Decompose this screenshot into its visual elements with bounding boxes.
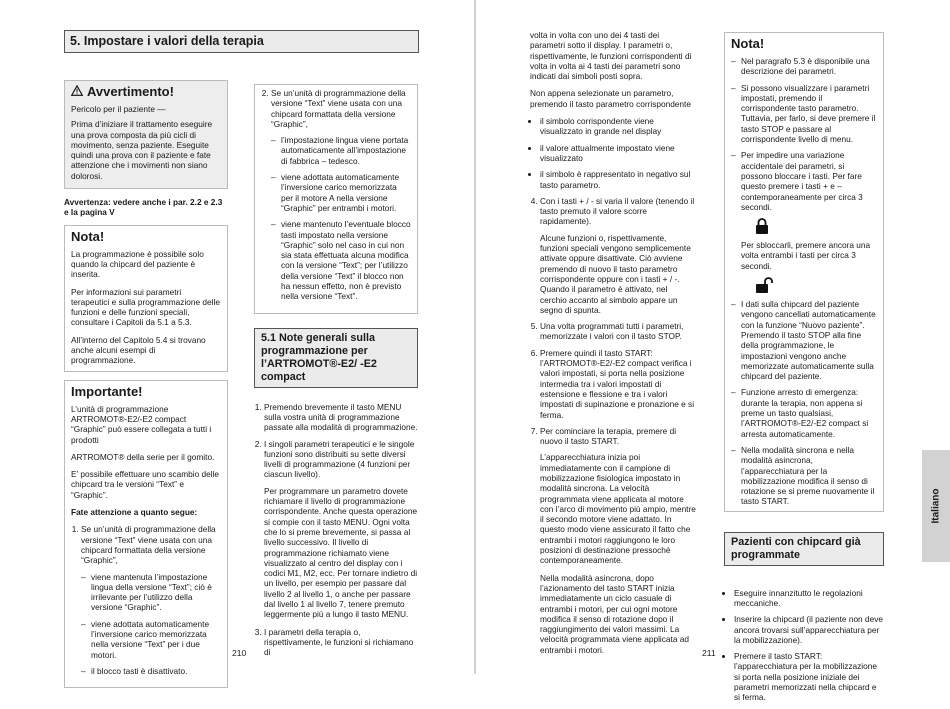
step-7-para-1: L’apparecchiatura inizia poi immediatamente con il campione di mobilizzazione fisiologica impostato in modalità sincrona. La velocità programmata viene applicata al motore con l’arco di movimento più ampio, mentre il secondo motore viene adattato. In questo modo viene assicurato il fatto che entrambi i motori raggiungono le loro posizioni di destinazione pressoché contemporaneamente.	[540, 452, 696, 566]
step-4: 4. Con i tasti + / - si varia il valore (tenendo il tasto premuto il valore scorre rapidamente). Alcune funzioni o, rispettivamente, funzioni speciali vengono semplicemente attivate oppure disattivate. Ciò avviene premendo di nuovo il tasto parametro corrispondente oppure con i tasti + / -. Quando il parametro è attivato, nel cerchio accanto al simbolo appare un segno di spunta.	[540, 196, 696, 315]
step-4-para: Alcune funzioni o, rispettivamente, funzioni speciali vengono semplicemente attivate oppure disattivate. Ciò avviene premendo di nuovo il tasto parametro corrispondente oppure con i tasti + / -. Quando il parametro è attivato, nel cerchio accanto al simbolo appare un segno di spunta.	[540, 232, 691, 315]
pazienti-list	[724, 588, 884, 703]
nota-title: Nota!	[71, 228, 105, 244]
unlock-icon	[755, 277, 877, 293]
pazienti-title: Pazienti con chipcard già programmate	[724, 532, 884, 566]
importante-box	[64, 380, 228, 689]
language-tab-label: Italiano	[930, 488, 942, 524]
right-nota-5: – Funzione arresto di emergenza: durante la terapia, non appena si preme un tasto qualsiasi, l’ARTROMOT®-E2/-E2 compact si arresta automaticamente.	[741, 387, 877, 438]
continued-dash-3: – viene mantenuto l’eventuale blocco tasti impostato nella versione “Graphic” solo nel caso in cui non sia stata effettuata alcuna modifica con la versione “Text”; per l’utilizzo della versione “Text” il blocco non ha nessun effetto, non è previsto nella versione “Text”.	[281, 219, 411, 301]
importante-dash-2: – viene adottata automaticamente l’inversione carico memorizzata nella versione “Text” per i due motori.	[91, 619, 221, 660]
steps-list	[530, 196, 696, 655]
nota-box	[64, 225, 228, 372]
warning-sub: Pericolo per il paziente —	[71, 104, 166, 114]
language-tab	[922, 450, 950, 562]
warning-body: Prima d’iniziare il trattamento eseguire una prova composta da più cicli di movimento, senza paziente. Eseguite quindi una prova con il paziente e fate attenzione che i movimenti non siano dolorosi.	[71, 119, 213, 181]
importante-p1: L’unità di programmazione ARTROMOT®-E2/-E2 compact “Graphic” può essere collegata a tutti i prodotti	[71, 403, 212, 445]
general-note-2-para: Per programmare un parametro dovete richiamare il livello di programmazione corrispondente. Anche questa operazione si compie con il tasto MENU. Ogni volta che lo si preme brevemente, si passa al livello successivo. Il livello di programmazione richiamato viene visualizzato al centro del display con i codici M1, M2, ecc. Per tornare indietro di un livello, per esempio per passare dal livello 2 al livello 1, o anche per passare dal livello 1 al livello 7, tenere premuto leggermente più a lungo il tasto MENU.	[264, 485, 418, 620]
right-column-1	[530, 30, 696, 661]
nota-p1: La programmazione è possibile solo quando la chipcard del paziente è inserita.	[71, 248, 204, 280]
pazienti-bullet-1: • Eseguire innanzitutto le regolazioni meccaniche.	[734, 588, 884, 609]
continued-list	[261, 88, 411, 302]
nota-p3: All’interno del Capitolo 5.4 si trovano anche alcuni esempi di programmazione.	[71, 334, 206, 366]
parameter-bullet-3: • il simbolo è rappresentato in negativo sul tasto parametro.	[540, 169, 696, 190]
left-page	[0, 0, 474, 674]
warning-triangle-icon	[71, 84, 83, 100]
importante-dash-3: – il blocco tasti è disattivato.	[91, 666, 221, 676]
right-nota-title: Nota!	[731, 36, 765, 51]
general-note-3: 3. I parametri della terapia o, rispettivamente, le funzioni si richiamano di	[264, 627, 418, 658]
page-number-left: 210	[232, 648, 247, 658]
general-notes-list	[254, 402, 418, 658]
general-note-1: 1. Premendo brevemente il tasto MENU sulla vostra unità di programmazione passate alla modalità di programmazione.	[264, 402, 418, 433]
importante-dash-list	[81, 572, 221, 677]
warning-title: Avvertimento!	[71, 84, 221, 100]
importante-p3: E’ possibile effettuare uno scambio delle chipcard tra le versioni “Text” e “Graphic”.	[71, 469, 220, 500]
left-page-header	[64, 30, 419, 53]
importante-dash-1: – viene mantenuta l’impostazione lingua della versione “Text”; ciò è irrilevante per l’utilizzo della versione “Graphic”.	[91, 572, 221, 613]
general-note-2: 2. I singoli parametri terapeutici e le singole funzioni sono distribuiti su sette diversi livelli di programmazione (4 funzioni per ciascun livello). Per programmare un parametro dovete richiamare il livello di programmazione corrispondente. Anche questa operazione si compie con il tasto MENU. Ogni volta che lo si preme brevemente, si passa al livello successivo. Il livello di programmazione richiamato viene visualizzato al centro del display con i codici M1, M2, ecc. Per tornare indietro di un livello, per esempio per passare dal livello 2 al livello 1, o anche per passare dal livello 1 al livello 7, tenere premuto leggermente più a lungo il tasto MENU.	[264, 439, 418, 620]
step-7: 7. Per cominciare la terapia, premere di nuovo il tasto START. L’apparecchiatura inizia poi immediatamente con il campione di mobilizzazione fisiologica impostato in modalità sincrona. La velocità programmata viene applicata al motore con l’arco di movimento più ampio, mentre il secondo motore viene adattato. In questo modo viene assicurato il fatto che entrambi i motori raggiungono le loro posizioni di destinazione pressoché contemporaneamente. Nella modalità asincrona, dopo l’azionamento del tasto START inizia immediatamente un ciclo casuale di entrambi i motori, per cui ogni motore modifica il senso di rotazione dopo il raggiungimento dei valori massimi. La velocità programmata viene applicata ad entrambi i motori.	[540, 426, 696, 655]
right-page	[476, 0, 950, 703]
step-5: 5. Una volta programmati tutti i parametri, memorizzate i valori con il tasto STOP.	[540, 321, 696, 342]
parameter-bullet-2: • il valore attualmente impostato viene visualizzato	[540, 143, 696, 164]
left-column-2	[254, 84, 418, 663]
right-nota-2: – Si possono visualizzare i parametri impostati, premendo il corrispondente tasto parametro. Tuttavia, per farlo, si deve premere il tasto STOP e passare al corrispondente livello di menu.	[741, 83, 877, 145]
step-7-para-2: Nella modalità asincrona, dopo l’azionamento del tasto START inizia immediatamente un ciclo casuale di entrambi i motori, per cui ogni motore modifica il senso di rotazione dopo il raggiungimento dei valori massimi. La velocità programmata viene applicata ad entrambi i motori.	[540, 572, 689, 655]
continued-box	[254, 84, 418, 314]
importante-item-1: 1. Se un’unità di programmazione della versione “Text” viene usata con una chipcard formattata della versione “Graphic”, – viene mantenuta l’impostazione lingua della versione “Text”; ciò è irrilevante per l’utilizzo della versione “Graphic”. – viene adottata automaticamente l’inversione carico memorizzata nella versione “Text” per i due motori. – il blocco tasti è disattivato.	[81, 524, 221, 676]
importante-list	[71, 524, 221, 676]
right-column-2	[724, 32, 884, 709]
right-nota-3: – Per impedire una variazione accidentale dei parametri, si possono bloccare i tasti. Per fare questo premere i tasti + e – contemporaneamente per circa 3 secondi. Per sbloccarli, premere ancora una volta entrambi i tasti per circa 3 secondi.	[741, 150, 877, 293]
pazienti-bullet-2: • Inserire la chipcard (il paziente non deve ancora trovarsi sull’apparecchiatura per la mobilizzazione).	[734, 614, 884, 645]
right-nota-6: – Nella modalità sincrona e nella modalità asincrona, l’apparecchiatura per la mobilizzazione modifica il senso di rotazione se si preme nuovamente il tasto START.	[741, 445, 877, 507]
lock-icon	[755, 218, 877, 234]
avvertenza: Avvertenza: vedere anche i par. 2.2 e 2.3 e la pagina V	[64, 197, 223, 218]
right-nota-1: – Nel paragrafo 5.3 è disponibile una descrizione dei parametri.	[741, 56, 877, 77]
page-number-right: 211	[702, 648, 716, 658]
nota-p2: Per informazioni sui parametri terapeutici e sulla programmazione delle funzioni e delle funzioni speciali, consultare i Capitoli da 5.1 a 5.3.	[71, 286, 220, 328]
step-6: 6. Premere quindi il tasto START: l’ARTROMOT®-E2/-E2 compact verifica i valori impostati, si porta nella posizione intermedia tra i valori impostati di estensione e flessione e tra i valori impostati di supinazione e pronazione e si ferma.	[540, 348, 696, 420]
unlock-text: Per sbloccarli, premere ancora una volta entrambi i tasti per circa 3 secondi.	[741, 240, 871, 271]
continued-dash-1: – l’impostazione lingua viene portata automaticamente all’impostazione di fabbrica – tedesco.	[281, 135, 411, 166]
left-column-1	[64, 80, 228, 696]
right-nota-4: – I dati sulla chipcard del paziente vengono cancellati automaticamente con la funzione “Nuovo paziente”. Premendo il tasto STOP alla fine della programmazione, le impostazioni vengono anche memorizzate automaticamente sulla chipcard del paziente.	[741, 299, 877, 381]
section-title: 5. Impostare i valori della terapia	[64, 30, 419, 53]
pazienti-bullet-3: • Premere il tasto START: l’apparecchiatura per la mobilizzazione si porta nella posizione iniziale dei parametri memorizzati nella chipcard e si ferma.	[734, 651, 884, 702]
subsection-title: 5.1 Note generali sulla programmazione per l’ARTROMOT®-E2/ -E2 compact	[254, 328, 418, 388]
continued-dash-list	[271, 135, 411, 301]
importante-p2: ARTROMOT® della serie per il gomito.	[71, 451, 215, 462]
warning-box	[64, 80, 228, 189]
parameter-bullet-1: • il simbolo corrispondente viene visualizzato in grande nel display	[540, 116, 696, 137]
right-nota-box	[724, 32, 884, 512]
importante-title: Importante!	[71, 383, 143, 399]
importante-p4: Fate attenzione a quanto segue:	[71, 507, 198, 518]
continued-dash-2: – viene adottata automaticamente l’inversione carico memorizzata per il motore A nella versione “Graphic” per entrambi i motori.	[281, 172, 411, 213]
select-text: Non appena selezionate un parametro, premendo il tasto parametro corrispondente	[530, 88, 691, 109]
parameter-bullets	[530, 116, 696, 190]
continued-item-2: 2. Se un’unità di programmazione della versione “Text” viene usata con una chipcard formattata della versione “Graphic”, – l’impostazione lingua viene portata automaticamente all’impostazione di fabbrica – tedesco. – viene adottata automaticamente l’inversione carico memorizzata per il motore A nella versione “Graphic” per entrambi i motori. – viene mantenuto l’eventuale blocco tasti impostato nella versione “Graphic” solo nel caso in cui non sia stata effettuata alcuna modifica con la versione “Text”; per l’utilizzo della versione “Text” il blocco non ha nessun effetto, non è previsto nella versione “Text”.	[271, 88, 411, 302]
right-nota-list	[731, 56, 877, 507]
continued-text: volta in volta con uno dei 4 tasti dei parametri sotto il display. I parametri o, rispettivamente, le funzioni corrispondenti di volta in volta ai 4 tasti dei parametri sono indicati dai simboli posti sopra.	[530, 30, 692, 82]
